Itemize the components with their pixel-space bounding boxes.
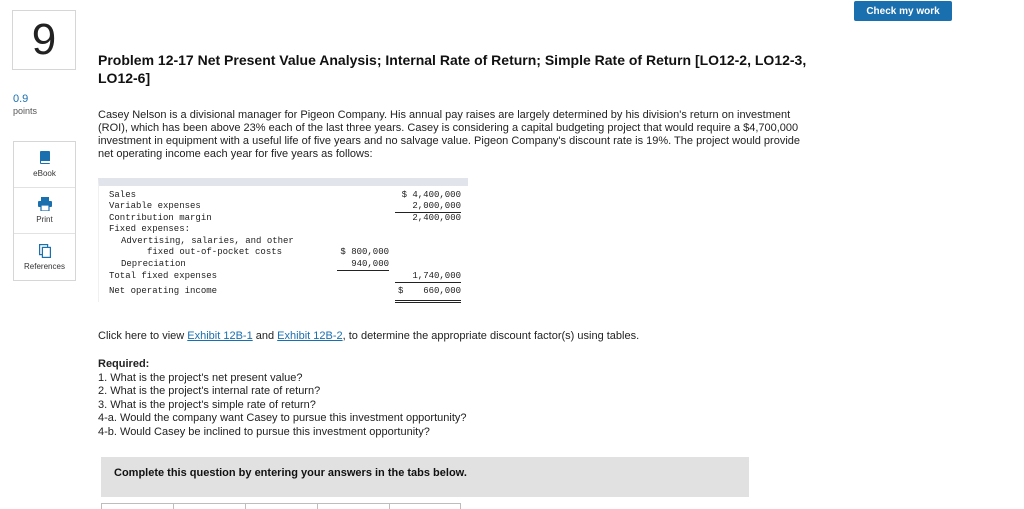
print-icon xyxy=(38,197,52,211)
exhibit-12b-2-link[interactable]: Exhibit 12B-2 xyxy=(277,330,343,342)
required-item: 3. What is the project's simple rate of return? xyxy=(98,398,316,411)
points-block xyxy=(13,93,73,116)
contribution-margin-value: 2,400,000 xyxy=(412,213,461,223)
depreciation-label: Depreciation xyxy=(121,259,186,269)
sales-value: $ 4,400,000 xyxy=(401,190,461,200)
sidebar xyxy=(13,141,76,281)
income-statement-table xyxy=(98,178,468,302)
table-row xyxy=(99,201,469,212)
sidebar-item-label: eBook xyxy=(33,169,56,178)
variable-expenses-value: 2,000,000 xyxy=(395,201,461,213)
exhibit-prefix: Click here to view xyxy=(98,330,188,342)
exhibit-middle: and xyxy=(252,330,278,342)
noi-value: 660,000 xyxy=(423,286,461,296)
sidebar-item-label: Print xyxy=(36,215,53,224)
answer-tab[interactable] xyxy=(317,503,389,509)
sidebar-item-references[interactable] xyxy=(14,234,75,280)
complete-question-banner: Complete this question by entering your answers in the tabs below. xyxy=(101,457,749,497)
sidebar-item-ebook[interactable] xyxy=(14,142,75,188)
noi-dollar-sign: $ xyxy=(398,286,404,296)
table-row xyxy=(99,190,469,201)
noi-double-underline xyxy=(395,300,461,303)
table-row xyxy=(99,286,469,297)
fixed-expenses-label: Fixed expenses: xyxy=(109,224,191,234)
noi-label: Net operating income xyxy=(109,286,218,296)
table-row xyxy=(99,224,469,235)
ebook-icon xyxy=(38,151,52,165)
advertising-label: Advertising, salaries, and other xyxy=(121,236,294,246)
references-icon xyxy=(38,244,52,258)
required-item: 4-b. Would Casey be inclined to pursue this investment opportunity? xyxy=(98,425,430,438)
required-heading: Required: xyxy=(98,358,150,370)
points-label: points xyxy=(13,106,38,116)
answer-tab[interactable] xyxy=(173,503,245,509)
required-section xyxy=(98,358,467,440)
answer-tabs xyxy=(101,503,461,509)
answer-tab[interactable] xyxy=(245,503,317,509)
required-item: 1. What is the project's net present value? xyxy=(98,371,303,384)
exhibit-suffix: , to determine the appropriate discount factor(s) using tables. xyxy=(342,330,640,342)
problem-intro: Casey Nelson is a divisional manager for Pigeon Company. His annual pay raises are largely determined by his division's return on investment (ROI), which has been above 23% each of the last three years. Casey is considering a capital budgeting project that would require a $4,700,000 investment in equipment with a useful life of five years and no salvage value. Pigeon Company's discount rate is 19%. The project would provide net operating income each year for five years as follows: xyxy=(98,109,801,160)
contribution-margin-label: Contribution margin xyxy=(109,213,212,223)
exhibit-line xyxy=(98,330,639,342)
exhibit-12b-1-link[interactable]: Exhibit 12B-1 xyxy=(187,330,253,342)
table-row xyxy=(99,271,469,282)
check-my-work-button[interactable]: Check my work xyxy=(854,1,952,21)
problem-title: Problem 12-17 Net Present Value Analysis; Internal Rate of Return; Simple Rate of Return [LO12-2, LO12-3, LO12-6] xyxy=(98,52,807,86)
depreciation-value: 940,000 xyxy=(337,259,389,271)
question-number: 9 xyxy=(12,10,76,70)
table-row xyxy=(99,213,469,224)
advertising-value: $ 800,000 xyxy=(340,247,389,257)
sales-label: Sales xyxy=(109,190,137,200)
sidebar-item-label: References xyxy=(24,261,65,271)
sidebar-item-print[interactable] xyxy=(14,188,75,234)
table-row xyxy=(99,247,469,258)
answer-tab[interactable] xyxy=(101,503,173,509)
variable-expenses-label: Variable expenses xyxy=(109,201,201,211)
table-row xyxy=(99,259,469,270)
required-item: 4-a. Would the company want Casey to pursue this investment opportunity? xyxy=(98,412,467,425)
total-fixed-value: 1,740,000 xyxy=(395,271,461,283)
total-fixed-label: Total fixed expenses xyxy=(109,271,218,281)
required-item: 2. What is the project's internal rate of return? xyxy=(98,385,321,398)
points-value: 0.9 xyxy=(13,93,29,105)
table-row xyxy=(99,236,469,247)
advertising-label-cont: fixed out-of-pocket costs xyxy=(147,247,283,257)
answer-tab[interactable] xyxy=(389,503,461,509)
